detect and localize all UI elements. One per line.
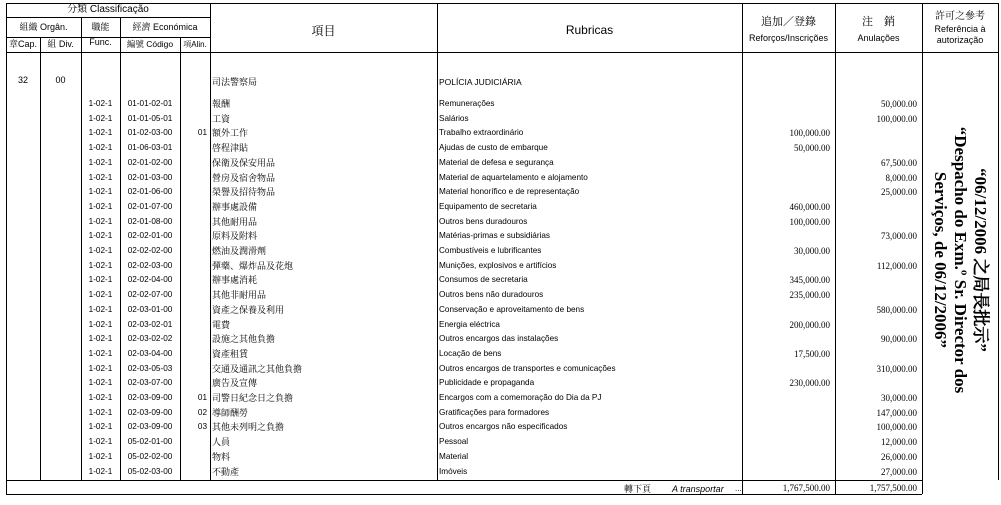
row-code: 02-03-01-00: [127, 304, 173, 314]
row-reforcos: 345,000.00: [789, 275, 830, 286]
header-alin: 項Alin.: [183, 40, 207, 49]
row-alin: 01: [197, 393, 207, 402]
row-rubrica: Outros bens não duradouros: [439, 290, 544, 300]
authorization-line-2: “Despacho do Exm.º Sr. Director dos: [951, 126, 971, 394]
row-rubrica: Trabalho extraordinário: [439, 128, 524, 138]
row-reforcos: 200,000.00: [789, 319, 830, 330]
group-div: 00: [55, 75, 66, 85]
row-rubrica: Material de aquartelamento e alojamento: [439, 172, 588, 182]
row-designation-zh: 導師酬勞: [212, 407, 249, 418]
row-designation-zh: 其他耐用品: [212, 216, 258, 227]
row-func: 1-02-1: [88, 378, 113, 388]
row-func: 1-02-1: [88, 216, 113, 226]
row-code: 05-02-01-00: [127, 437, 173, 447]
row-rubrica: Publicidade e propaganda: [439, 378, 535, 388]
row-alin: 03: [197, 422, 207, 432]
row-rubrica: Matérias-primas e subsidiárias: [439, 231, 551, 241]
row-rubrica: Locação de bens: [439, 348, 502, 358]
row-rubrica: Gratificações para formadores: [439, 407, 550, 417]
header-codigo: 編號 Código: [126, 39, 174, 49]
row-rubrica: Outros bens duradouros: [439, 216, 528, 226]
row-designation-zh: 彈藥、爆炸品及花炮: [212, 260, 294, 271]
row-rubrica: Outros encargos não especificados: [439, 422, 568, 432]
row-designation-zh: 電費: [212, 319, 231, 330]
row-rubrica: Material: [439, 451, 469, 461]
authorization-line-1: “06/12/2006 之局長批示”: [971, 168, 991, 352]
header-cap: 章Cap.: [8, 39, 37, 49]
row-anulacoes: 73,000.00: [881, 231, 917, 242]
row-designation-zh: 啓程津貼: [212, 143, 249, 154]
row-code: 02-03-02-01: [127, 319, 173, 329]
row-code: 02-03-04-00: [127, 348, 173, 358]
row-designation-zh: 榮譽及招待物品: [212, 187, 276, 198]
row-anulacoes: 27,000.00: [881, 466, 917, 477]
row-code: 02-01-06-00: [127, 187, 173, 197]
row-anulacoes: 580,000.00: [876, 304, 917, 315]
col-divider-economic: [210, 3, 211, 480]
col-divider-designation: [437, 3, 438, 480]
footer-label-zh: 轉下頁: [624, 484, 652, 494]
row-func: 1-02-1: [88, 172, 113, 182]
header-funcional: Func.: [89, 37, 112, 47]
row-code: 01-01-02-01: [127, 99, 173, 108]
row-anulacoes: 26,000.00: [881, 451, 917, 462]
row-alin: 02: [197, 407, 207, 417]
row-rubrica: Munições, explosivos e artifícios: [439, 260, 557, 270]
row-func: 1-02-1: [88, 290, 113, 300]
row-code: 02-03-02-02: [127, 334, 173, 344]
row-designation-zh: 資產之保養及利用: [212, 304, 285, 315]
row-designation-zh: 營房及宿舍物品: [212, 172, 276, 183]
group-cap: 32: [17, 75, 28, 85]
col-divider-cap: [40, 37, 41, 480]
row-code: 02-01-02-00: [127, 157, 173, 167]
row-func: 1-02-1: [88, 143, 113, 153]
row-code: 02-03-09-00: [127, 422, 173, 432]
row-rubrica: Imóveis: [439, 466, 468, 476]
row-rubrica: Consumos de secretaria: [439, 275, 528, 285]
row-code: 02-01-07-00: [127, 201, 173, 211]
row-anulacoes: 112,000.00: [876, 260, 917, 271]
authorization-line-3: Serviços, de 06/12/2006”: [931, 171, 951, 349]
row-code: 01-01-05-01: [127, 113, 173, 123]
row-code: 02-01-08-00: [127, 216, 173, 226]
row-rubrica: Material de defesa e segurança: [439, 157, 554, 167]
row-anulacoes: 90,000.00: [881, 334, 917, 345]
header-anulacoes-zh: 注 銷: [862, 16, 895, 28]
row-designation-zh: 設施之其他負擔: [212, 334, 276, 345]
row-designation-zh: 其他未列明之負擔: [212, 422, 285, 433]
header-referencia-zh: 許可之參考: [935, 11, 985, 22]
row-func: 1-02-1: [88, 275, 113, 285]
row-func: 1-02-1: [88, 437, 113, 447]
row-code: 01-06-03-01: [127, 143, 173, 153]
header-anulacoes: Anulações: [857, 33, 900, 43]
row-designation-zh: 辦事處消耗: [212, 275, 258, 286]
footer-reforcos-total: 1,767,500.00: [782, 483, 830, 493]
header-classificacao: 分類 Classificação: [67, 4, 149, 15]
row-func: 1-02-1: [88, 334, 113, 344]
row-func: 1-02-1: [88, 393, 113, 402]
row-designation-zh: 物料: [212, 451, 231, 462]
row-designation-zh: 其他非耐用品: [212, 290, 267, 301]
row-anulacoes: 8,000.00: [885, 172, 917, 183]
row-anulacoes: 67,500.00: [881, 157, 917, 168]
row-code: 02-03-09-00: [127, 407, 173, 417]
row-rubrica: Salários: [439, 113, 469, 123]
row-anulacoes: 310,000.00: [876, 363, 917, 374]
row-func: 1-02-1: [88, 157, 113, 167]
row-reforcos: 230,000.00: [789, 378, 830, 389]
row-designation-zh: 燃油及潤滑劑: [212, 246, 267, 256]
row-rubrica: Encargos com a comemoração do Dia da PJ: [439, 393, 602, 402]
row-func: 1-02-1: [88, 201, 113, 211]
row-code: 02-02-03-00: [127, 260, 173, 270]
header-designation-zh: 項目: [311, 24, 336, 38]
row-func: 1-02-1: [88, 304, 113, 314]
row-reforcos: 30,000.00: [794, 246, 830, 256]
row-code: 02-03-09-00: [127, 393, 173, 402]
row-code: 05-02-03-00: [127, 466, 173, 476]
row-func: 1-02-1: [88, 363, 113, 373]
row-designation-zh: 辦事處設備: [212, 201, 258, 212]
header-economica: 經濟 Económica: [132, 22, 198, 32]
row-designation-zh: 司警日紀念日之負擔: [212, 393, 294, 403]
row-rubrica: Conservação e aproveitamento de bens: [439, 304, 585, 314]
row-designation-zh: 原料及附料: [212, 231, 258, 242]
row-reforcos: 235,000.00: [789, 290, 830, 301]
authorization-note: [922, 60, 998, 460]
row-func: 1-02-1: [88, 260, 113, 270]
classification-divider: [6, 17, 210, 18]
row-code: 02-02-04-00: [127, 275, 173, 285]
row-designation-zh: 資產租賃: [212, 348, 249, 359]
row-code: 02-03-05-03: [127, 363, 173, 373]
row-rubrica: Combustíveis e lubrificantes: [439, 246, 542, 255]
row-func: 1-02-1: [88, 422, 113, 432]
row-reforcos: 460,000.00: [789, 201, 830, 212]
row-designation-zh: 工資: [212, 113, 231, 124]
table-right-border: [998, 3, 999, 480]
group-name-pt: POLÍCIA JUDICIÁRIA: [439, 77, 522, 87]
row-func: 1-02-1: [88, 407, 113, 417]
row-rubrica: Ajudas de custo de embarque: [439, 143, 548, 153]
row-reforcos: 100,000.00: [789, 128, 830, 139]
row-code: 02-03-07-00: [127, 378, 173, 388]
row-func: 1-02-1: [88, 113, 113, 123]
row-designation-zh: 人員: [212, 437, 231, 448]
header-organica: 組織 Orgân.: [19, 22, 68, 32]
header-referencia: Referência à autorização: [934, 24, 986, 45]
row-rubrica: Energia eléctrica: [439, 319, 500, 329]
row-rubrica: Remunerações: [439, 99, 495, 108]
footer-label-pt: A transportar: [672, 484, 724, 494]
row-code: 02-02-07-00: [127, 290, 173, 300]
row-designation-zh: 保衛及保安用品: [212, 157, 276, 168]
row-code: 05-02-02-00: [127, 451, 173, 461]
row-designation-zh: 廣告及宣傳: [212, 378, 258, 389]
row-reforcos: 50,000.00: [794, 143, 830, 154]
row-designation-zh: 報酬: [212, 99, 231, 109]
row-anulacoes: 25,000.00: [881, 187, 917, 198]
header-bottom-border: [6, 52, 998, 53]
row-rubrica: Outros encargos de transportes e comunicações: [439, 363, 616, 373]
header-funcional-zh: 職能: [91, 22, 110, 32]
row-reforcos: 100,000.00: [789, 216, 830, 227]
group-name-zh: 司法警察局: [212, 77, 258, 87]
row-rubrica: Outros encargos das instalações: [439, 334, 559, 344]
row-code: 01-02-03-00: [127, 128, 173, 138]
footer-dots: ...: [735, 484, 742, 493]
row-func: 1-02-1: [88, 466, 113, 476]
footer-anulacoes-total: 1,757,500.00: [869, 483, 917, 493]
header-reforcos: Reforços/Inscrições: [748, 33, 829, 43]
row-func: 1-02-1: [88, 348, 113, 358]
row-rubrica: Pessoal: [439, 437, 469, 447]
row-func: 1-02-1: [88, 319, 113, 329]
row-func: 1-02-1: [88, 187, 113, 197]
header-div: 組 Div.: [47, 39, 74, 49]
header-rubricas: Rubricas: [565, 23, 614, 37]
row-alin: 01: [197, 128, 207, 138]
row-func: 1-02-1: [88, 99, 113, 108]
row-anulacoes: 50,000.00: [881, 99, 917, 109]
row-code: 02-01-03-00: [127, 172, 173, 182]
row-rubrica: Equipamento de secretaria: [439, 201, 537, 211]
row-func: 1-02-1: [88, 246, 113, 255]
row-designation-zh: 額外工作: [212, 128, 249, 139]
row-anulacoes: 147,000.00: [876, 407, 917, 418]
row-reforcos: 17,500.00: [794, 348, 830, 359]
row-anulacoes: 100,000.00: [876, 422, 917, 433]
row-code: 02-02-01-00: [127, 231, 173, 241]
row-designation-zh: 不動產: [212, 466, 240, 477]
row-anulacoes: 30,000.00: [881, 393, 917, 403]
row-anulacoes: 100,000.00: [876, 113, 917, 124]
row-rubrica: Material honorífico e de representação: [439, 187, 580, 197]
row-func: 1-02-1: [88, 128, 113, 138]
row-code: 02-02-02-00: [127, 246, 173, 255]
row-func: 1-02-1: [88, 231, 113, 241]
row-anulacoes: 12,000.00: [881, 437, 917, 448]
row-designation-zh: 交通及通訊之其他負擔: [212, 363, 303, 374]
header-reforcos-zh: 追加／登錄: [761, 16, 816, 28]
row-func: 1-02-1: [88, 451, 113, 461]
